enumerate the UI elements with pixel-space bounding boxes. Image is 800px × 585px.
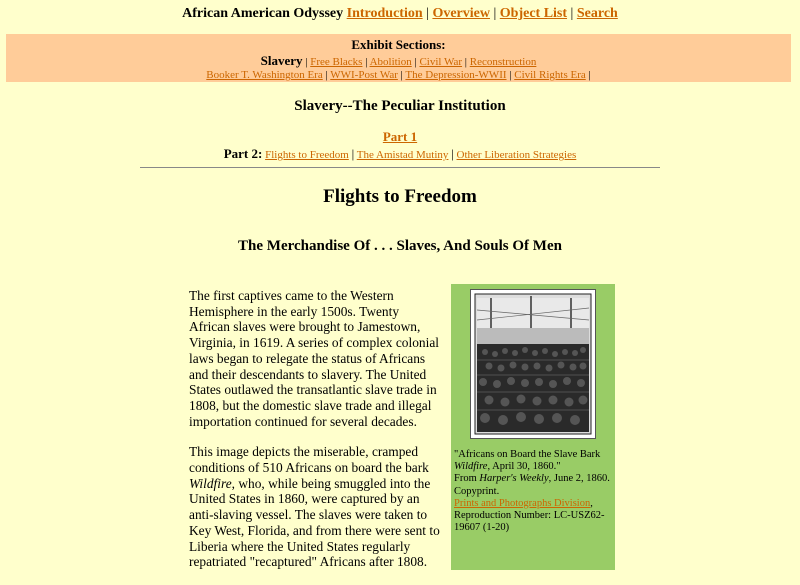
section-link-abolition[interactable]: Abolition [369,56,412,68]
section-separator: | [400,69,403,81]
slave-ship-engraving-image[interactable] [470,289,596,439]
section-separator: | [365,56,368,68]
section-separator: | [509,69,512,81]
nav-separator: | [426,6,429,21]
nav-separator: | [493,6,497,21]
section-heading: Flights to Freedom [323,186,477,207]
nav-link-overview[interactable]: Overview [432,6,490,21]
section-link-civil-rights-era[interactable]: Civil Rights Era [514,69,586,81]
caption-from: From [454,473,480,485]
caption-publication: Harper's Weekly [479,473,549,485]
section-link-free-blacks[interactable]: Free Blacks [310,56,363,68]
nav-link-search[interactable]: Search [576,6,618,21]
site-title: African American Odyssey [182,6,344,21]
exhibit-sections-panel [6,34,791,82]
figure-caption [454,449,612,534]
current-section-slavery: Slavery [260,53,303,68]
part2-row [0,146,800,162]
section-link-booker-t-washington-era[interactable]: Booker T. Washington Era [206,69,323,81]
ship-name: Wildfire [189,475,232,491]
part-separator: | [451,146,454,161]
section-subheading: The Merchandise Of . . . Slaves, And Souls Of Men [238,238,562,254]
part1-link[interactable]: Part 1 [382,129,418,144]
part2-link-amistad-mutiny[interactable]: The Amistad Mutiny [356,149,449,161]
section-separator: | [325,69,328,81]
paragraph-intro: The first captives came to the Western Hemisphere in the early 1500s. Twenty African slaves were brought to Jamestown, Virginia, in 1619. A series of complex colonial laws began to relegate the status of Africans and their descendants to slavery. The United States outlawed the transatlantic slave trade in 1808, but the domestic slave trade and illegal importation continued for several decades. [189,288,439,429]
caption-date: , June 2, 1860. [548,473,610,485]
exhibit-sections-heading: Exhibit Sections: [351,37,446,52]
caption-ship-name: Wildfire [454,461,488,473]
caption-title-date: , April 30, 1860." [487,461,561,473]
section-link-depression-wwii[interactable]: The Depression-WWII [405,69,507,81]
nav-separator: | [570,6,574,21]
caption-title: "Africans on Board the Slave Bark [454,449,601,460]
section-separator: | [588,69,591,81]
part-separator: | [351,146,355,161]
part2-label: Part 2: [223,146,263,161]
part2-link-flights-to-freedom[interactable]: Flights to Freedom [265,149,349,161]
top-navigation [0,0,800,28]
engraving-illustration [471,290,595,438]
paragraph-text: This image depicts the miserable, cramped conditions of 510 Africans on board the bark [189,444,429,476]
prints-photographs-division-link[interactable]: Prints and Photographs Division [454,497,591,509]
section-separator: | [464,56,467,68]
divider [140,167,660,168]
exhibit-sections-row [6,69,791,82]
exhibit-sections-row [6,54,791,69]
part2-link-other-liberation-strategies[interactable]: Other Liberation Strategies [456,149,577,161]
caption-copyright: Copyprint. [454,485,500,497]
caption-comma: , [590,497,593,509]
nav-link-introduction[interactable]: Introduction [346,6,423,21]
section-separator: | [305,56,308,68]
paragraph-image-description [189,444,441,570]
section-link-wwi-post-war[interactable]: WWI-Post War [330,69,398,81]
nav-link-object-list[interactable]: Object List [499,6,568,21]
figure-panel [451,284,615,570]
article-body [189,288,441,585]
section-link-civil-war[interactable]: Civil War [419,56,463,68]
page-title: Slavery--The Peculiar Institution [294,98,506,114]
section-separator: | [414,56,417,68]
section-link-reconstruction[interactable]: Reconstruction [469,56,537,68]
caption-reproduction-number: Reproduction Number: LC-USZ62-19607 (1-20) [454,510,605,534]
part1-row [0,129,800,145]
paragraph-text: , who, while being smuggled into the United States in 1860, were captured by an anti-slaving vessel. The slaves were taken to Key West, Florida, and from there were sent to Liberia where the United States regularly repatriated "recaptured" Africans after 1808. [189,475,440,570]
